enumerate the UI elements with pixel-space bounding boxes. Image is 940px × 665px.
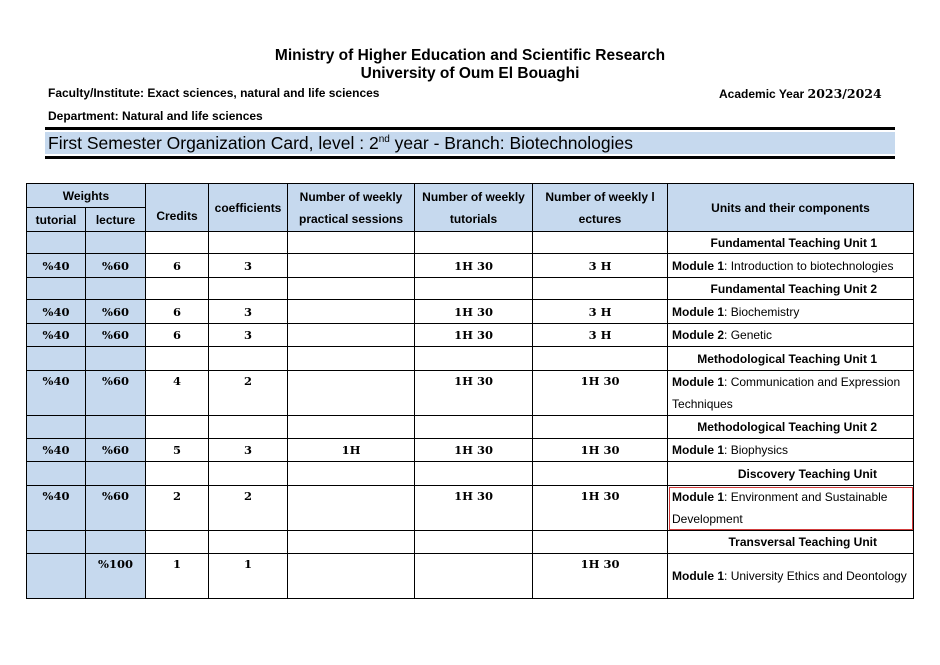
module-row [27, 371, 914, 416]
title-superscript: nd [378, 134, 390, 145]
module-cell [668, 486, 914, 531]
practical-value [288, 254, 415, 278]
module-cell [668, 254, 914, 278]
module-label: Module 1 [672, 258, 725, 273]
coef-value: 3 [209, 439, 288, 462]
module-name: : University Ethics and Deontology [724, 569, 907, 583]
module-cell [668, 324, 914, 347]
lecture-weight: %60 [86, 254, 146, 278]
title-prefix: First Semester Organization Card, level : 2 [48, 133, 379, 153]
university-heading: University of Oum El Bouaghi [360, 65, 580, 82]
unit-name: Transversal Teaching Unit [668, 531, 914, 554]
lecture-weight: %60 [86, 371, 146, 416]
module-name: : Biophysics [724, 443, 789, 457]
module-label: Module 1 [672, 569, 725, 583]
unit-row [27, 462, 914, 486]
tutorials-value: 1H 30 [415, 324, 533, 347]
title-suffix: year - Branch: Biotechnologies [389, 133, 634, 153]
tutorial-weight: %40 [27, 371, 86, 416]
module-name: : Genetic [724, 328, 773, 342]
module-name: : Environment and Sustainable Development [672, 490, 888, 526]
lectures-value: 3 H [533, 324, 668, 347]
module-row [27, 486, 914, 531]
tutorial-weight: %40 [27, 486, 86, 531]
unit-name: Discovery Teaching Unit [668, 462, 914, 486]
practical-value: 1H [288, 439, 415, 462]
unit-row [27, 531, 914, 554]
academic-year [719, 86, 882, 101]
unit-name: Methodological Teaching Unit 1 [668, 347, 914, 371]
practical-value [288, 486, 415, 531]
coef-value: 2 [209, 486, 288, 531]
module-label: Module 2 [672, 328, 725, 342]
tutorial-weight: %40 [27, 324, 86, 347]
practical-value [288, 371, 415, 416]
title-rule-top [45, 127, 895, 130]
unit-row [27, 232, 914, 254]
tutorials-value [415, 554, 533, 599]
module-name: : Biochemistry [724, 304, 800, 319]
module-name: : Introduction to biotechnologies [724, 258, 894, 273]
lecture-weight: %60 [86, 324, 146, 347]
module-row [27, 300, 914, 324]
credits-header: Credits [146, 184, 209, 232]
faculty-line: Faculty/Institute: Exact sciences, natural and life sciences [48, 86, 380, 100]
coef-value: 3 [209, 300, 288, 324]
tutorials-value: 1H 30 [415, 371, 533, 416]
module-row [27, 324, 914, 347]
tutorials-value: 1H 30 [415, 300, 533, 324]
units-header: Units and their components [668, 184, 914, 232]
module-cell [668, 439, 914, 462]
practical-header: Number of weekly practical sessions [288, 184, 415, 232]
tutorial-weight: %40 [27, 300, 86, 324]
credits-value: 6 [146, 254, 209, 278]
lecture-weight: %60 [86, 439, 146, 462]
title-rule-bottom [45, 156, 895, 159]
module-row [27, 554, 914, 599]
module-label: Module 1 [672, 443, 725, 457]
credits-value: 6 [146, 300, 209, 324]
lectures-value: 1H 30 [533, 439, 668, 462]
tutorial-weight [27, 554, 86, 599]
tutorial-weight-header: tutorial [27, 208, 86, 232]
coefficients-header: coefficients [209, 184, 288, 232]
unit-name: Fundamental Teaching Unit 2 [668, 278, 914, 300]
unit-row [27, 416, 914, 439]
lectures-value: 3 H [533, 300, 668, 324]
practical-value [288, 300, 415, 324]
lecture-weight-header: lecture [86, 208, 146, 232]
module-cell [668, 300, 914, 324]
practical-value [288, 554, 415, 599]
unit-name: Methodological Teaching Unit 2 [668, 416, 914, 439]
credits-value: 4 [146, 371, 209, 416]
lectures-header: Number of weekly l ectures [533, 184, 668, 232]
tutorials-value: 1H 30 [415, 254, 533, 278]
tutorials-value: 1H 30 [415, 486, 533, 531]
lecture-weight: %60 [86, 300, 146, 324]
tutorial-weight: %40 [27, 254, 86, 278]
module-row [27, 439, 914, 462]
credits-value: 5 [146, 439, 209, 462]
module-cell [668, 371, 914, 416]
table-body [27, 232, 914, 599]
tutorials-header: Number of weekly tutorials [415, 184, 533, 232]
module-label: Module 1 [672, 304, 725, 319]
credits-value: 6 [146, 324, 209, 347]
module-cell [668, 554, 914, 599]
weights-header: Weights [27, 184, 146, 208]
coef-value: 3 [209, 324, 288, 347]
lectures-value: 1H 30 [533, 371, 668, 416]
coef-value: 2 [209, 371, 288, 416]
lecture-weight: %60 [86, 486, 146, 531]
lectures-value: 1H 30 [533, 554, 668, 599]
credits-value: 1 [146, 554, 209, 599]
unit-row [27, 347, 914, 371]
unit-row [27, 278, 914, 300]
lectures-value: 3 H [533, 254, 668, 278]
academic-year-label: Academic Year [719, 87, 808, 101]
unit-name: Fundamental Teaching Unit 1 [668, 232, 914, 254]
module-name: : Communication and Expression Techniques [672, 375, 901, 411]
coef-value: 3 [209, 254, 288, 278]
tutorials-value: 1H 30 [415, 439, 533, 462]
module-row [27, 254, 914, 278]
ministry-heading: Ministry of Higher Education and Scientific Research [274, 47, 666, 64]
lectures-value: 1H 30 [533, 486, 668, 531]
academic-year-value: 2023/2024 [807, 86, 882, 101]
page-title [45, 132, 895, 154]
credits-value: 2 [146, 486, 209, 531]
module-label: Module 1 [672, 375, 725, 389]
coef-value: 1 [209, 554, 288, 599]
lecture-weight: %100 [86, 554, 146, 599]
tutorial-weight: %40 [27, 439, 86, 462]
practical-value [288, 324, 415, 347]
table-header [27, 184, 914, 232]
module-label: Module 1 [672, 490, 725, 504]
department-line: Department: Natural and life sciences [48, 109, 263, 123]
organization-table [26, 183, 914, 599]
